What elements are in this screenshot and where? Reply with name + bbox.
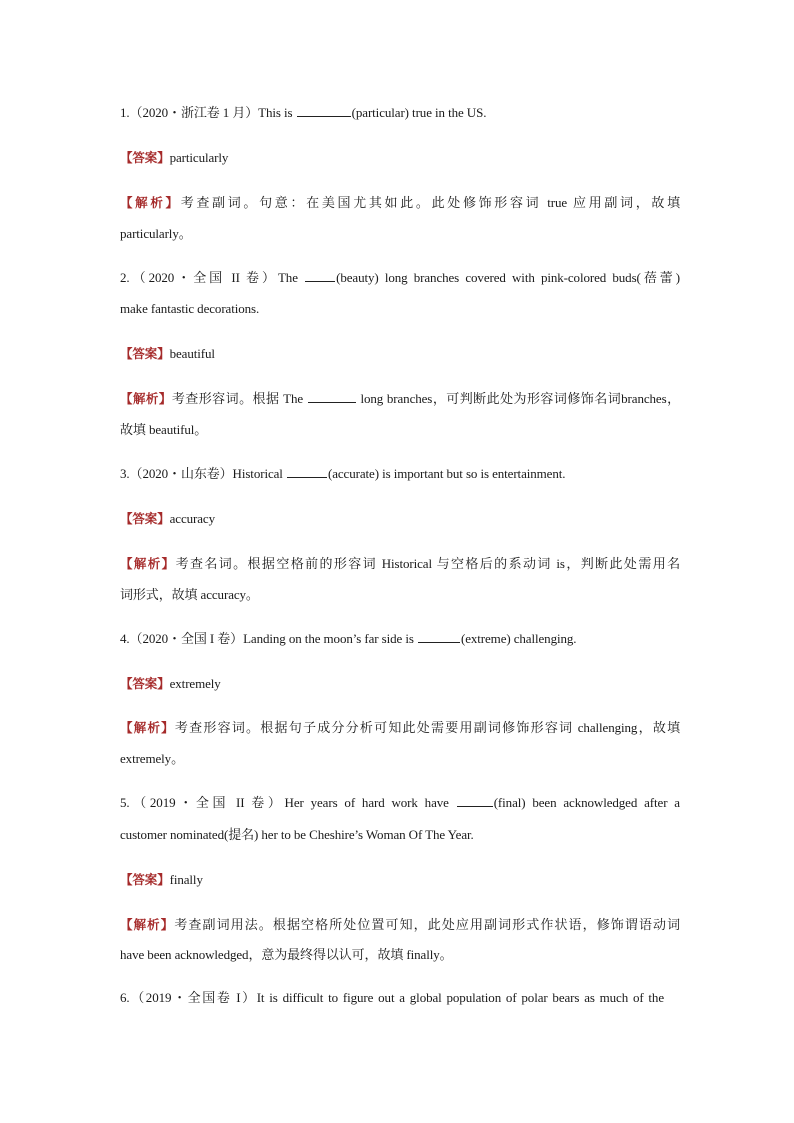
answer-blank (308, 390, 356, 403)
question-3-analysis-line2: 词形式，故填 accuracy。 (120, 587, 259, 602)
answer-blank (457, 794, 493, 807)
question-4-analysis-line2: extremely。 (120, 751, 184, 766)
question-4-stem: 4.（2020・全国 I 卷）Landing on the moon’s far side is (extreme) challenging. (120, 631, 577, 646)
question-1-answer: 【答案】particularly (120, 150, 229, 165)
answer-tag: 【答案】 (120, 150, 170, 165)
answer-blank (297, 104, 351, 117)
question-2-analysis-line2: 故填 beautiful。 (120, 422, 208, 437)
answer-tag: 【答案】 (120, 872, 170, 887)
question-3-analysis-line1: 【解析】考查名词。根据空格前的形容词 Historical 与空格后的系动词 is，判断此处需用名 (120, 556, 680, 571)
question-1-analysis-line1: 【解析】考查副词。句意：在美国尤其如此。此处修饰形容词 true 应用副词，故填 (120, 195, 680, 210)
question-1-stem: 1.（2020・浙江卷 1 月）This is (particular) true in the US. (120, 105, 487, 120)
question-2-stem-line2: make fantastic decorations. (120, 301, 260, 316)
answer-blank (305, 269, 335, 282)
question-5-analysis-line2: have been acknowledged，意为最终得以认可，故填 finally。 (120, 947, 453, 962)
answer-blank (418, 630, 460, 643)
answer-blank (287, 465, 327, 478)
question-5-stem: 5.（2019・全国 II 卷）Her years of hard work have (final) been acknowledged after a (120, 795, 680, 810)
analysis-tag: 【解析】 (120, 556, 176, 571)
question-5-answer: 【答案】finally (120, 872, 203, 887)
question-1-analysis-line2: particularly。 (120, 226, 192, 241)
question-5-stem-line2: customer nominated(提名) her to be Cheshire’s Woman Of The Year. (120, 827, 474, 842)
question-2-stem: 2.（2020・全国 II 卷）The (beauty) long branches covered with pink-colored buds(蓓蕾) (120, 270, 680, 285)
question-5-analysis-line1: 【解析】考查副词用法。根据空格所处位置可知，此处应用副词形式作状语，修饰谓语动词 (120, 917, 680, 932)
analysis-tag: 【解析】 (120, 195, 181, 210)
analysis-tag: 【解析】 (120, 391, 172, 406)
analysis-tag: 【解析】 (120, 720, 175, 735)
question-3-stem: 3.（2020・山东卷）Historical (accurate) is important but so is entertainment. (120, 466, 566, 481)
question-3-answer: 【答案】accuracy (120, 511, 215, 526)
question-4-answer: 【答案】extremely (120, 676, 221, 691)
answer-tag: 【答案】 (120, 676, 170, 691)
answer-tag: 【答案】 (120, 346, 170, 361)
question-2-analysis-line1: 【解析】考查形容词。根据 The long branches，可判断此处为形容词修饰名词branches， (120, 391, 680, 406)
question-2-answer: 【答案】beautiful (120, 346, 215, 361)
question-6-stem: 6.（2019・全国卷 I）It is difficult to figure out a global population of polar bears as much of the (120, 990, 664, 1005)
answer-tag: 【答案】 (120, 511, 170, 526)
question-4-analysis-line1: 【解析】考查形容词。根据句子成分分析可知此处需要用副词修饰形容词 challenging，故填 (120, 720, 680, 735)
analysis-tag: 【解析】 (120, 917, 175, 932)
